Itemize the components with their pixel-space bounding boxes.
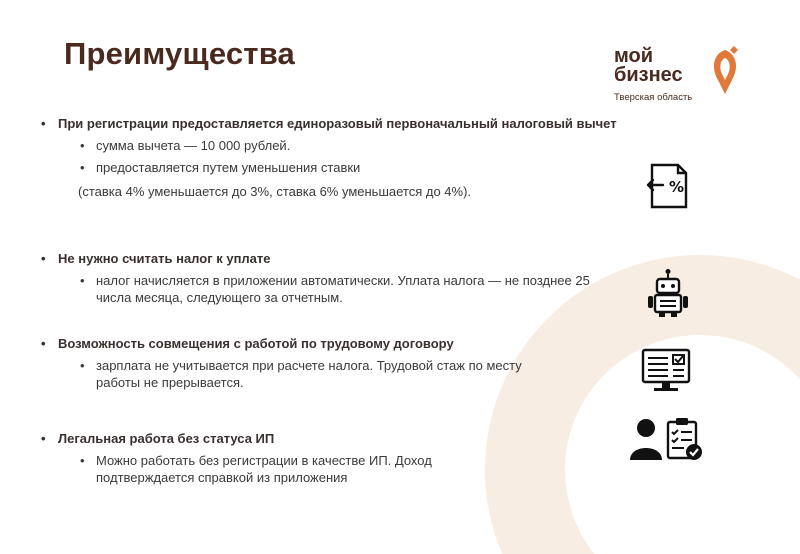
section-tax-deduction — [40, 115, 720, 200]
list-item: • налог начисляется в приложении автоматически. Уплата налога — не позднее 25 числа месяца, следующего за отчетным. — [40, 272, 596, 306]
rate-note: (ставка 4% уменьшается до 3%, ставка 6% уменьшается до 4%). — [78, 184, 472, 199]
logo-line-2: бизнес — [614, 64, 683, 86]
section-heading: • Возможность совмещения с работой по трудовому договору — [40, 335, 720, 352]
section-heading: • Не нужно считать налог к уплате — [40, 250, 720, 267]
percent-document-icon — [644, 162, 690, 210]
section-heading: • Легальная работа без статуса ИП — [40, 430, 720, 447]
logo-line-1: мой — [614, 45, 654, 67]
moy-biznes-logo — [612, 44, 742, 108]
list-item: • зарплата не учитывается при расчете налога. Трудовой стаж по месту работы не прерывается. — [40, 357, 566, 391]
svg-text:%: % — [669, 178, 685, 196]
section-heading: • При регистрации предоставляется единоразовый первоначальный налоговый вычет — [40, 115, 720, 132]
section-auto-tax — [40, 250, 720, 306]
section-employment — [40, 335, 720, 391]
rocket-pin-icon — [708, 44, 742, 104]
list-item: • предоставляется путем уменьшения ставки — [40, 159, 720, 176]
section-legal-work — [40, 430, 720, 486]
robot-icon — [646, 268, 690, 318]
person-checklist-icon — [628, 416, 704, 462]
list-item: • сумма вычета — 10 000 рублей. — [40, 137, 720, 154]
logo-region: Тверская область — [614, 92, 693, 103]
slide-title: Преимущества — [64, 36, 295, 71]
computer-form-icon — [641, 348, 691, 394]
list-item: • Можно работать без регистрации в качестве ИП. Доход подтверждается справкой из приложения — [40, 452, 496, 486]
